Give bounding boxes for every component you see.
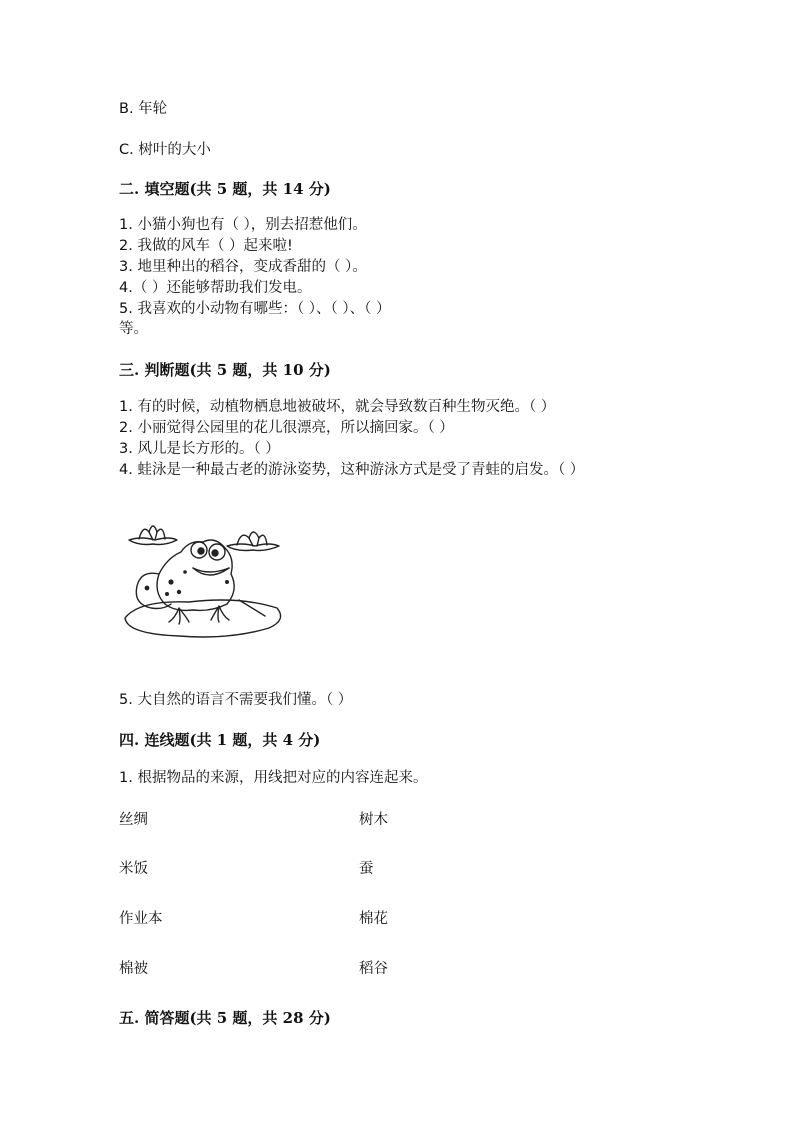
matching-left-item: 作业本 — [119, 911, 163, 927]
matching-left-item: 棉被 — [119, 961, 148, 977]
section-5-heading: 五. 简答题(共 5 题，共 28 分) — [119, 1009, 331, 1027]
fill-question-5-continued: 等。 — [119, 321, 148, 337]
judge-question-3: 3. 风儿是长方形的。（ ） — [119, 441, 280, 457]
matching-right-item: 棉花 — [359, 911, 388, 927]
judge-question-5: 5. 大自然的语言不需要我们懂。（ ） — [119, 692, 353, 708]
matching-left-item: 米饭 — [119, 861, 148, 877]
option-c: C. 树叶的大小 — [119, 142, 211, 158]
matching-right-item: 蚕 — [359, 861, 374, 877]
judge-question-2: 2. 小丽觉得公园里的花儿很漂亮，所以摘回家。（ ） — [119, 420, 454, 436]
fill-question-5: 5. 我喜欢的小动物有哪些：（ ）、（ ）、（ ） — [119, 301, 391, 317]
section-3-heading: 三. 判断题(共 5 题，共 10 分) — [119, 361, 331, 379]
fill-question-3: 3. 地里种出的稻谷，变成香甜的（ ）。 — [119, 259, 367, 275]
fill-question-4: 4.（ ）还能够帮助我们发电。 — [119, 280, 312, 296]
option-b: B. 年轮 — [119, 101, 168, 117]
matching-instruction: 1. 根据物品的来源，用线把对应的内容连起来。 — [119, 770, 428, 786]
judge-question-4: 4. 蛙泳是一种最古老的游泳姿势，这种游泳方式是受了青蛙的启发。（ ） — [119, 462, 585, 478]
frog-on-lily-pad-illustration — [119, 512, 289, 642]
section-4-heading: 四. 连线题(共 1 题，共 4 分) — [119, 731, 321, 749]
matching-right-item: 稻谷 — [359, 961, 388, 977]
judge-question-1: 1. 有的时候，动植物栖息地被破坏，就会导致数百种生物灭绝。（ ） — [119, 399, 556, 415]
fill-question-1: 1. 小猫小狗也有（ ），别去招惹他们。 — [119, 217, 367, 233]
matching-right-item: 树木 — [359, 812, 388, 828]
matching-left-item: 丝绸 — [119, 812, 148, 828]
fill-question-2: 2. 我做的风车（ ）起来啦! — [119, 238, 293, 254]
section-2-heading: 二. 填空题(共 5 题，共 14 分) — [119, 180, 331, 198]
